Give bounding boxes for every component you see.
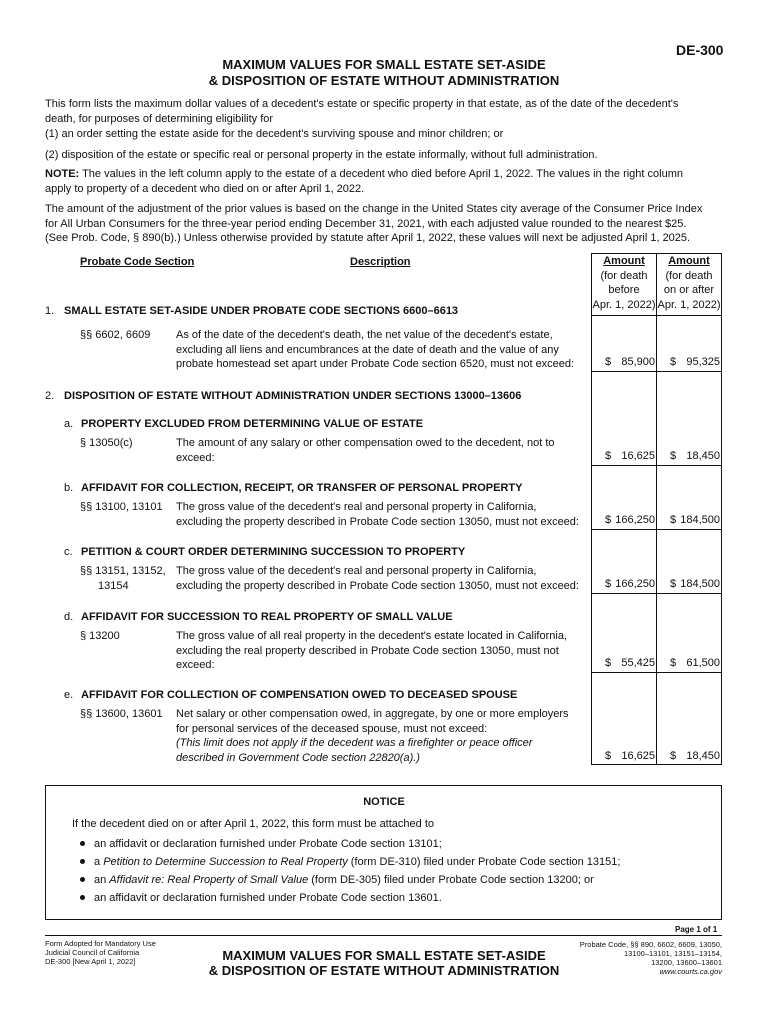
form-title-line1: MAXIMUM VALUES FOR SMALL ESTATE SET-ASIDE [222, 57, 546, 72]
row-1-divider [591, 371, 722, 372]
section-2d-letter: d. [64, 611, 74, 623]
footer-title-line1: MAXIMUM VALUES FOR SMALL ESTATE SET-ASIDE [222, 948, 546, 963]
amount-column-after [656, 253, 722, 765]
section-2b-code: §§ 13100, 13101 [80, 501, 163, 513]
page-number: Page 1 of 1 [675, 925, 718, 934]
notice-bullet-3: an Affidavit re: Real Property of Small Value (form DE-305) filed under Probate Code section 13200; or [80, 874, 594, 886]
section-2a-code: § 13050(c) [80, 437, 133, 449]
section-2d-title: AFFIDAVIT FOR SUCCESSION TO REAL PROPERTY OF SMALL VALUE [81, 611, 453, 623]
section-2e-description: Net salary or other compensation owed, in aggregate, by one or more employers for personal services of the deceased spouse, must not exceed: (This limit does not apply if the decedent was a firefighter or peace officer described in Government Code section 22820(a).) [176, 708, 569, 764]
footer-title-line2: & DISPOSITION OF ESTATE WITHOUT ADMINISTRATION [208, 963, 560, 978]
section-1-number: 1. [45, 305, 55, 317]
section-2c-title: PETITION & COURT ORDER DETERMINING SUCCESSION TO PROPERTY [81, 546, 466, 558]
intro-paragraph: This form lists the maximum dollar values of a decedent's estate or specific property in that estate, as of the date of the decedent's death, for purposes of determining eligibility for (1) an order setting the estate aside for the decedent's surviving spouse and minor children; or (2) disposition of the estate or specific real or personal property in the estate informally, without full administration. [45, 98, 679, 161]
column-header-description: Description [350, 256, 411, 268]
notice-intro: If the decedent died on or after April 1, 2022, this form must be attached to [72, 818, 434, 830]
note-paragraph: NOTE: The values in the left column apply to the estate of a decedent who died before April 1, 2022. The values in the right column apply to property of a decedent who died on or after April 1, 2022. [45, 168, 683, 195]
section-2b-title: AFFIDAVIT FOR COLLECTION, RECEIPT, OR TRANSFER OF PERSONAL PROPERTY [81, 482, 523, 494]
adjustment-paragraph: The amount of the adjustment of the prior values is based on the change in the United States city average of the Consumer Price Index for All Urban Consumers for the three-year period ending December 31, 2021, with each adjusted value rounded to the nearest $25. (See Prob. Code, § 890(b).) Unless otherwise provided by statute after April 1, 2022, these values will next be adjusted April 1, 2025. [45, 203, 703, 244]
section-2a-title: PROPERTY EXCLUDED FROM DETERMINING VALUE OF ESTATE [81, 418, 424, 430]
amount-header-before: Amount (for death before Apr. 1, 2022) [592, 255, 656, 311]
form-number: DE-300 [676, 42, 724, 58]
section-2d-description: The gross value of all real property in the decedent's estate located in California, excluding the real property described in Probate Code section 13050, must not exceed: [176, 630, 567, 671]
row-2c-divider [591, 593, 722, 594]
section-2a-description: The amount of any salary or other compensation owed to the decedent, not to exceed: [176, 437, 555, 464]
footer-right: Probate Code, §§ 890, 6602, 6609, 13050, 13100–13101, 13151–13154, 13200, 13600–13601 www.courts.ca.gov [560, 940, 722, 976]
row-2d-divider [591, 672, 722, 673]
amount-column-before [591, 253, 657, 765]
section-2-title: DISPOSITION OF ESTATE WITHOUT ADMINISTRATION UNDER SECTIONS 13000–13606 [64, 390, 522, 402]
form-title-line2: & DISPOSITION OF ESTATE WITHOUT ADMINISTRATION [208, 73, 560, 88]
row-2b-divider [591, 529, 722, 530]
section-2a-letter: a. [64, 418, 74, 430]
section-2e-title: AFFIDAVIT FOR COLLECTION OF COMPENSATION OWED TO DECEASED SPOUSE [81, 689, 518, 701]
column-header-code: Probate Code Section [80, 256, 195, 268]
amount-header-divider [591, 315, 722, 316]
section-2e-letter: e. [64, 689, 74, 701]
section-2b-description: The gross value of the decedent's real and personal property in California, excluding the property described in Probate Code section 13050, must not exceed: [176, 501, 579, 528]
section-1-title: SMALL ESTATE SET-ASIDE UNDER PROBATE CODE SECTIONS 6600–6613 [64, 305, 459, 317]
notice-bullet-2: a Petition to Determine Succession to Real Property (form DE-310) filed under Probate Code section 13151; [80, 856, 620, 868]
row-2a-divider [591, 465, 722, 466]
footer-left: Form Adopted for Mandatory Use Judicial Council of California DE-300 [New April 1, 2022] [45, 939, 156, 966]
section-2c-code: §§ 13151, 13152, 13154 [80, 565, 166, 592]
footer-website-link[interactable]: www.courts.ca.gov [659, 967, 722, 976]
section-2e-code: §§ 13600, 13601 [80, 708, 163, 720]
section-2c-letter: c. [64, 546, 73, 558]
section-2d-code: § 13200 [80, 630, 120, 642]
notice-bullet-4: an affidavit or declaration furnished under Probate Code section 13601. [80, 892, 442, 904]
amount-header-after: Amount (for death on or after Apr. 1, 2022) [657, 255, 721, 311]
section-2-number: 2. [45, 390, 55, 402]
notice-bullet-1: an affidavit or declaration furnished under Probate Code section 13101; [80, 838, 442, 850]
section-2c-description: The gross value of the decedent's real and personal property in California, excluding the property described in Probate Code section 13050, must not exceed: [176, 565, 579, 592]
section-1-code: §§ 6602, 6609 [80, 329, 151, 341]
section-2b-letter: b. [64, 482, 74, 494]
footer-rule [45, 935, 722, 936]
section-1-description: As of the date of the decedent's death, the net value of the decedent's estate, excluding all liens and encumbrances at the date of death and the value of any probate homestead set apart under Probate Code section 6520, must not exceed: [176, 329, 575, 370]
notice-heading: NOTICE [363, 796, 405, 808]
